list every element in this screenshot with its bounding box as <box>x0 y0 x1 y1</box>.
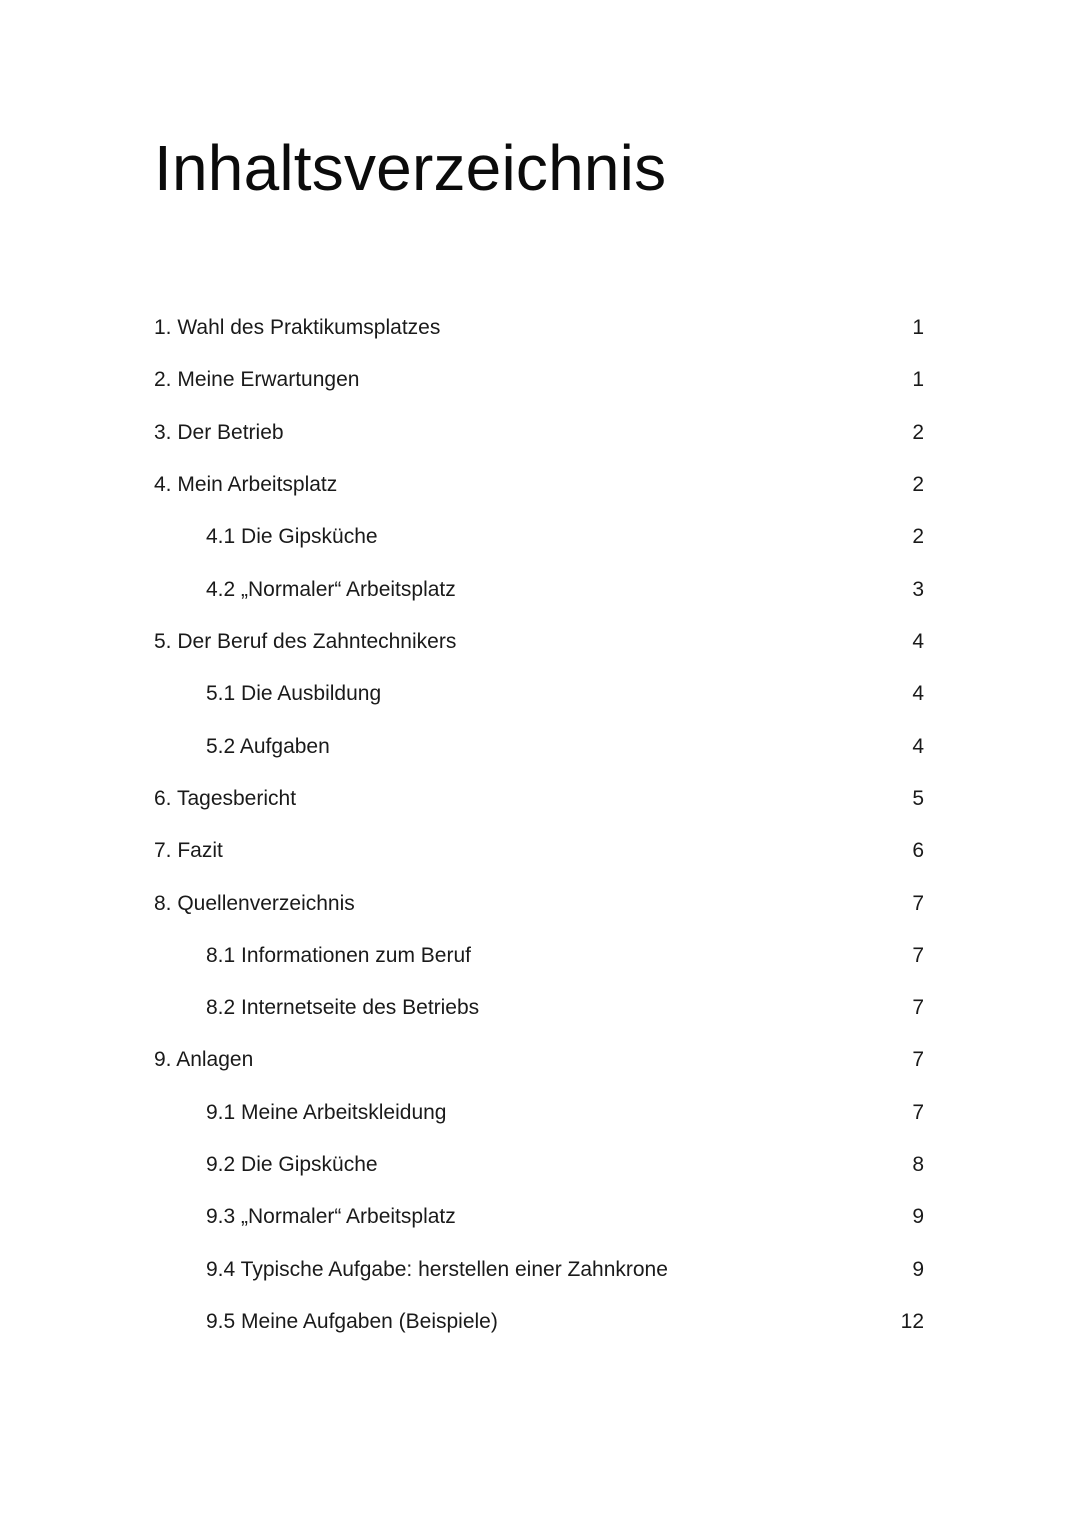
toc-entry <box>0 836 1080 866</box>
toc-subentry <box>0 1098 1080 1128</box>
toc-subentry <box>0 522 1080 552</box>
toc-page-number: 8 <box>912 1153 924 1177</box>
toc-page-number: 12 <box>900 1310 924 1334</box>
toc-entry-title: 1. Wahl des Praktikumsplatzes <box>154 316 441 339</box>
toc-subentry <box>0 732 1080 762</box>
toc-entry-title: 4. Mein Arbeitsplatz <box>154 472 338 496</box>
toc-entry-title: 9.4 Typische Aufgabe: herstellen einer Zahnkrone <box>206 1257 668 1281</box>
toc-page-number: 2 <box>912 420 924 444</box>
toc-subentry <box>0 993 1080 1023</box>
toc-page-number: 4 <box>912 734 924 758</box>
toc-entry <box>0 627 1080 657</box>
toc-subentry <box>0 941 1080 971</box>
toc-entry-title: 8. Quellenverzeichnis <box>154 891 355 915</box>
toc-page-number: 7 <box>912 1048 924 1072</box>
toc-page-number: 4 <box>912 629 924 653</box>
toc-subentry <box>0 1255 1080 1285</box>
toc-page-number: 1 <box>912 368 924 392</box>
toc-entry-title: 6. Tagesbericht <box>154 786 297 810</box>
toc-entry-title: 8.2 Internetseite des Betriebs <box>206 996 480 1020</box>
toc-entry-title: 5.2 Aufgaben <box>206 734 330 758</box>
toc-page-number: 2 <box>912 472 924 496</box>
toc-page-number: 3 <box>912 577 924 601</box>
toc-subentry <box>0 1202 1080 1232</box>
toc-entry <box>0 1045 1080 1075</box>
toc-page-number: 6 <box>912 839 924 863</box>
toc-page-number: 5 <box>912 786 924 810</box>
toc-entry-title: 9.3 „Normaler“ Arbeitsplatz <box>206 1205 456 1229</box>
toc-entry-title: 8.1 Informationen zum Beruf <box>206 943 471 967</box>
toc-entry <box>0 784 1080 814</box>
toc-entry-title: 4.1 Die Gipsküche <box>206 525 378 549</box>
toc-page-number: 9 <box>912 1205 924 1229</box>
toc-page-number: 2 <box>912 525 924 549</box>
toc-entry-title: 9.1 Meine Arbeitskleidung <box>206 1100 447 1124</box>
toc-entry-title: 5. Der Beruf des Zahntechnikers <box>154 629 457 653</box>
toc-entry-title: 4.2 „Normaler“ Arbeitsplatz <box>206 577 456 601</box>
toc-subentry <box>0 1307 1080 1337</box>
toc-page-number: 4 <box>912 682 924 706</box>
toc-page-number: 7 <box>912 996 924 1020</box>
toc-entry-title: 9.5 Meine Aufgaben (Beispiele) <box>206 1310 498 1334</box>
toc-entry <box>0 365 1080 395</box>
toc-page-number: 7 <box>912 891 924 915</box>
toc-subentry <box>0 1150 1080 1180</box>
toc-entry-title: 3. Der Betrieb <box>154 420 284 444</box>
page-title: Inhaltsverzeichnis <box>154 132 667 204</box>
toc-entry-title: 2. Meine Erwartungen <box>154 368 360 392</box>
toc-page-number: 1 <box>912 316 924 339</box>
toc-page-number: 7 <box>912 943 924 967</box>
toc-subentry <box>0 575 1080 605</box>
toc-entry-title: 9.2 Die Gipsküche <box>206 1153 378 1177</box>
toc-entry <box>0 889 1080 919</box>
toc-entry <box>0 313 1080 343</box>
toc-entry <box>0 418 1080 448</box>
toc-entry-title: 7. Fazit <box>154 839 223 863</box>
toc-page-number: 9 <box>912 1257 924 1281</box>
toc-entry <box>0 470 1080 500</box>
toc-subentry <box>0 679 1080 709</box>
toc-entry-title: 9. Anlagen <box>154 1048 254 1072</box>
toc-page-number: 7 <box>912 1100 924 1124</box>
toc-entry-title: 5.1 Die Ausbildung <box>206 682 382 706</box>
